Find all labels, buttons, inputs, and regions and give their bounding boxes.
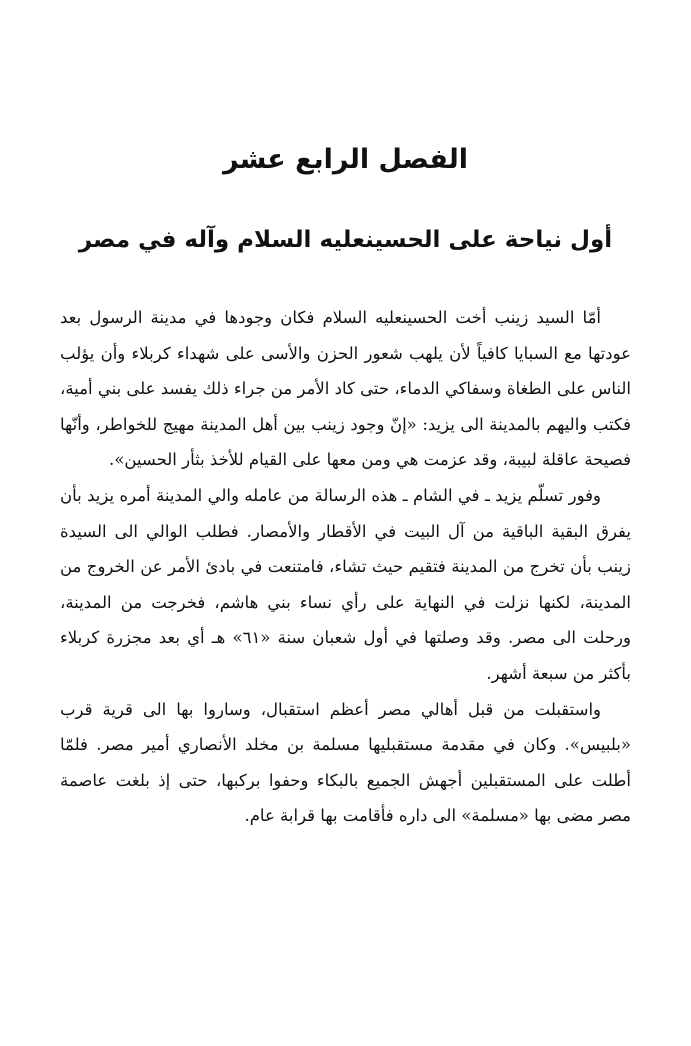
body-text [60,300,631,834]
paragraph: أمّا السيد زينب أخت الحسينعليه السلام فكان وجودها في مدينة الرسول بعد عودتها مع السبايا كافياً لأن يلهب شعور الحزن والأسى على شهداء كربلاء وأن يؤلب الناس على الطغاة وسفاكي الدماء، حتى كاد الأمر من جراء ذلك يفسد على بني أمية، فكتب واليهم بالمدينة الى يزيد: «إنّ وجود زينب بين أهل المدينة مهيج للخواطر، وأنّها فصيحة عاقلة لبيبة، وقد عزمت هي ومن معها على القيام للأخذ بثأر الحسين». [60,308,631,470]
paragraph: واستقبلت من قبل أهالي مصر أعظم استقبال، وساروا بها الى قرية قرب «بلبيس». وكان في مقدمة مستقبليها مسلمة بن مخلد الأنصاري أمير مصر. فلمّا أطلت على المستقبلين أجهش الجميع بالبكاء وحفوا بركبها، حتى إذ بلغت عاصمة مصر مضى بها «مسلمة» الى داره فأقامت بها قرابة عام. [60,699,631,826]
chapter-subtitle: أول نياحة على الحسينعليه السلام وآله في مصر [78,227,613,253]
paragraph: وفور تسلّم يزيد ـ في الشام ـ هذه الرسالة من عامله والي المدينة أمره يزيد بأن يفرق البقية الباقية من آل البيت في الأقطار والأمصار. فطلب الوالي الى السيدة زينب بأن تخرج من المدينة فتقيم حيث تشاء، فامتنعت في بادئ الأمر عن الخروج من المدينة، لكنها نزلت في النهاية على رأي نساء بني هاشم، فخرجت من المدينة، ورحلت الى مصر. وقد وصلتها في أول شعبان سنة «٦١» هـ أي بعد مجزرة كربلاء بأكثر من سبعة أشهر. [60,485,631,683]
chapter-title: الفصل الرابع عشر [222,144,469,175]
